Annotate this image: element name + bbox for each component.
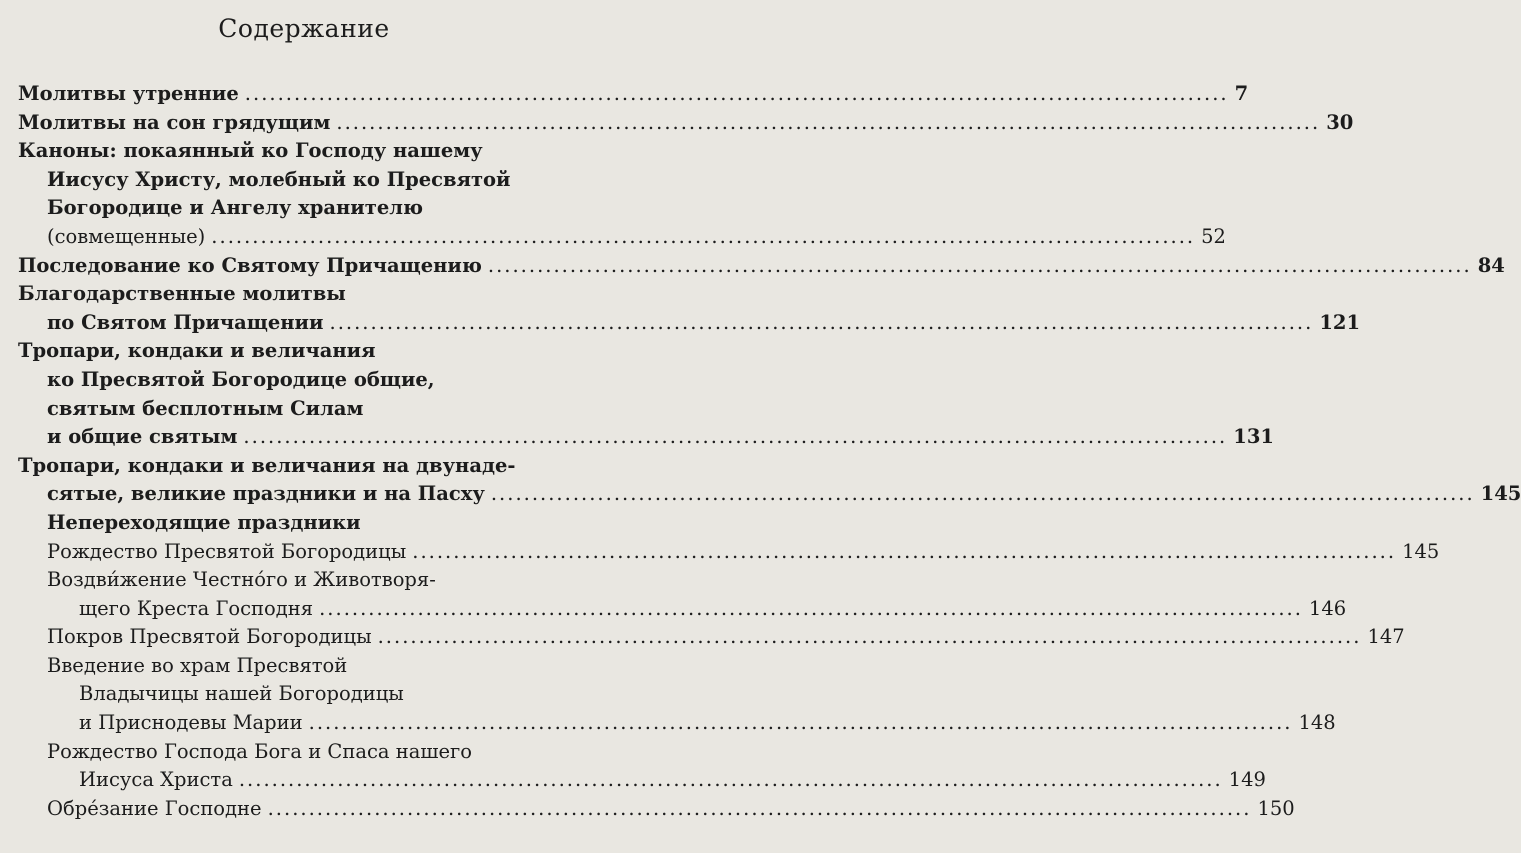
dot-leader: ........................................................................................................................: [211, 224, 1196, 248]
dot-leader: ........................................................................................................................: [243, 425, 1228, 449]
dot-leader: ........................................................................................................................: [319, 596, 1303, 620]
toc-entry: [0, 652, 608, 681]
toc-entry-page: 7: [1234, 82, 1249, 105]
dot-leader: ........................................................................................................................: [267, 796, 1252, 820]
toc-entry: [0, 280, 608, 309]
toc-entry: [0, 509, 608, 538]
toc-entry: [0, 137, 608, 166]
toc-entry-title: Последование ко Святому Причащению: [18, 253, 482, 277]
toc-entry: [0, 680, 608, 709]
dot-leader: ........................................................................................................................: [336, 110, 1321, 134]
toc-entry: [0, 795, 1295, 824]
dot-leader: ........................................................................................................................: [329, 310, 1314, 334]
dot-leader: ........................................................................................................................: [244, 82, 1229, 105]
toc-entry-title: Богородице и Ангелу хранителю: [47, 196, 423, 220]
toc-entry-page: 147: [1367, 625, 1405, 649]
toc-entry-title: Обре́зание Господне: [47, 796, 262, 820]
toc-entry-page: 145: [1480, 482, 1521, 506]
toc-entry-title: (совмещенные): [47, 224, 206, 248]
toc-entry: [0, 223, 1226, 252]
toc-entry-title: Тропари, кондаки и величания на двунаде-: [18, 453, 516, 477]
toc-entry-title: Владычицы нашей Богородицы: [79, 682, 404, 706]
toc-entry-title: Иисуса Христа: [79, 768, 233, 792]
toc-entry-title: Тропари, кондаки и величания: [18, 339, 376, 363]
toc-entry-title: Каноны: покаянный ко Господу нашему: [18, 139, 483, 163]
toc-entry: [0, 366, 608, 395]
toc-entry: [0, 166, 608, 195]
toc-entry: [0, 309, 1361, 338]
toc-entry-title: Введение во храм Пресвятой: [47, 653, 348, 677]
dot-leader: ........................................................................................................................: [238, 768, 1223, 792]
toc-entry: [0, 109, 1354, 138]
toc-entry-title: Рождество Пресвятой Богородицы: [47, 539, 407, 563]
toc-entry: [0, 194, 608, 223]
toc-entry-page: 150: [1257, 796, 1295, 820]
toc-entry-page: 52: [1201, 224, 1226, 248]
toc-entry-page: 30: [1326, 110, 1354, 134]
toc-entry-page: 121: [1319, 310, 1361, 334]
dot-leader: ........................................................................................................................: [412, 539, 1397, 563]
toc-entry-title: Рождество Господа Бога и Спаса нашего: [47, 739, 472, 763]
toc-entry: [0, 623, 1405, 652]
toc-entry-page: 131: [1233, 425, 1274, 449]
toc-entry: [0, 566, 608, 595]
toc-entry-title: Воздви́жение Честно́го и Животворя-: [47, 568, 436, 592]
toc-entry-title: Молитвы утренние: [18, 82, 239, 105]
toc-entry-title: ко Пресвятой Богородице общие,: [47, 367, 435, 391]
toc-entry-title: по Святом Причащении: [47, 310, 324, 334]
toc-entry: [0, 395, 608, 424]
dot-leader: ........................................................................................................................: [487, 253, 1472, 277]
toc-entry-title: Благодарственные молитвы: [18, 282, 346, 306]
page-title: Содержание: [218, 14, 390, 43]
toc-entry-title: Иисусу Христу, молебный ко Пресвятой: [47, 167, 511, 191]
dot-leader: ........................................................................................................................: [490, 482, 1475, 506]
toc-entry: [0, 738, 608, 767]
toc-entry-title: Молитвы на сон грядущим: [18, 110, 331, 134]
toc-entry: [0, 337, 608, 366]
toc-entry-page: 84: [1477, 253, 1505, 277]
toc-entry-title: Непереходящие праздники: [47, 510, 361, 534]
dot-leader: ........................................................................................................................: [377, 625, 1362, 649]
toc-entry: [0, 480, 1521, 509]
toc-entry-title: святым бесплотным Силам: [47, 396, 364, 420]
toc-entry-page: 149: [1228, 768, 1266, 792]
toc-entry-page: 146: [1308, 596, 1347, 620]
toc-entry: [0, 538, 1440, 567]
toc-entry: [0, 80, 1249, 109]
toc-entry-page: 148: [1298, 711, 1336, 735]
toc-entry: [0, 709, 1336, 738]
toc-entry-title: сятые, великие праздники и на Пасху: [47, 482, 485, 506]
toc-entry: [0, 452, 608, 481]
toc-entry-page: 145: [1402, 539, 1440, 563]
table-of-contents: [0, 80, 1521, 823]
toc-entry-title: и Приснодевы Марии: [79, 711, 303, 735]
toc-entry: [0, 595, 1347, 624]
toc-entry: [0, 252, 1505, 281]
toc-entry: [0, 766, 1266, 795]
toc-entry-title: щего Креста Господня: [79, 596, 314, 620]
toc-entry-title: Покров Пресвятой Богородицы: [47, 625, 372, 649]
toc-entry: [0, 423, 1274, 452]
dot-leader: ........................................................................................................................: [308, 711, 1293, 735]
toc-entry-title: и общие святым: [47, 425, 238, 449]
